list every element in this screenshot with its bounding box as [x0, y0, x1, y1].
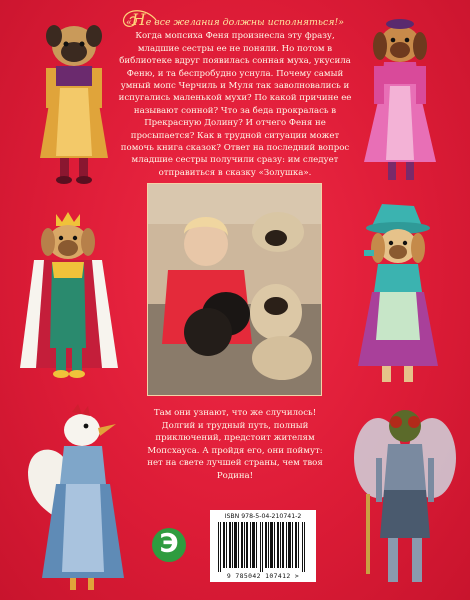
character-dog-king	[14, 208, 124, 390]
bottom-description: Там они узнают, что же случилось! Долгий и трудный путь, полный приключений, предстоит жителям Мопсхауса. А пройдя его, они поймут: нет на свете лучшей страны, чем твоя Родина!	[147, 408, 323, 481]
opening-quote: «Не все желания должны исполняться!»	[126, 10, 344, 29]
isbn-label: ISBN 978-5-04-210741-2	[224, 513, 302, 520]
character-dog-pink-dress	[356, 10, 446, 196]
character-insect-knight	[348, 398, 460, 598]
author-photo	[147, 183, 322, 396]
barcode-box	[210, 510, 316, 582]
character-pug-gold-dress	[30, 8, 116, 194]
drop-cap: Н	[131, 10, 146, 29]
top-description	[118, 10, 352, 179]
publisher-logo-letter: Э	[159, 529, 179, 559]
publisher-logo	[152, 528, 186, 562]
character-dog-teal-hat	[342, 200, 454, 394]
barcode-number: 9 785042 107412 >	[226, 572, 300, 580]
top-body-text: Когда мопсиха Феня произнесла эту фразу, младшие сестры ее не поняли. Но потом в библиотеке вдруг появилась сонная муха, укусила Феню, и та беспробудно уснула. Почему самый умный мопс Черчиль и Муля так заволновались и испугались маленькой мухи? По какой причине ее называют сонной? Что за беда прокралась в Прекрасную Долину? И отчего Феня не просыпается? Как в трудной ситуации может помочь книга сказок? Ответ на последний вопрос младшие сестры получили сразу: им следует отправиться в сказку «Золушка».	[118, 31, 352, 178]
character-bird-lady	[20, 402, 132, 600]
